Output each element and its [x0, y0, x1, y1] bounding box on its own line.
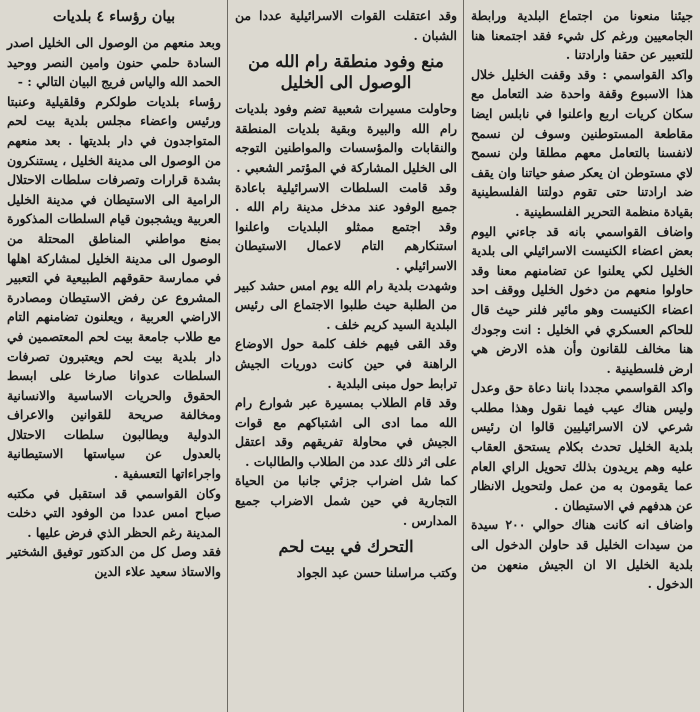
article-paragraph: وكان القواسمي قد استقبل في مكتبه صباح امس عددا من الوفود التي دخلت المدينة رغم الحظر الذي فرض عليها .	[7, 485, 221, 540]
section-heading: بيان رؤساء ٤ بلديات	[52, 8, 176, 25]
column-right	[464, 0, 700, 712]
article-paragraph: وقد قامت السلطات الاسرائيلية باعادة جميع الوفود عند مدخل مدينة رام الله . وقد اجتمع ممثلو البلديات واعلنوا استنكارهم التام لاعمال الاستيطان الاسرائيلي .	[235, 179, 457, 273]
article-paragraph: وقد القى فيهم خلف كلمة حول الاوضاع الراهنة في حين كانت دوريات الجيش ترابط حول مبنى البلدية .	[235, 336, 457, 391]
article-paragraph: وبعد منعهم من الوصول الى الخليل اصدر السادة حلمي حنون وامين النصر ووحيد الحمد الله والياس فريج البيان التالي : -	[7, 35, 221, 90]
article-paragraph: رؤساء بلديات طولكرم وقلقيلية وعنبتا ورئيس واعضاء مجلس بلدية بيت لحم المتواجدون في دار بلديتها . بعد منعهم من الوصول الى مدينة الخليل ، يستنكرون بشدة قرارات وتصرفات سلطات الاحتلال الرامية الى الاستيطان في مدينة الخليل العربية ويشجبون قيام السلطات المذكورة بمنع مواطني المناطق المحتلة من الوصول الى مدينة الخليل لمشاركة اهلها في ممارسة حقوقهم الطبيعية في التعبير المشروع عن رفض الاستيطان ومصادرة الاراضي العربية ، ويعلنون تضامنهم التام مع طلاب جامعة بيت لحم المعتصمين في دار بلدية بيت لحم ويعتبرون تصرفات السلطات عدوانا صارخا على ابسط الحقوق والحريات الاساسية والانسانية ومخالفة صريحة للقوانين والاعراف الدولية ويطالبون سلطات الاحتلال بالعدول عن سياستها الاستيطانية واجراءاتها التعسفية .	[7, 93, 221, 482]
article-paragraph: وحاولت مسيرات شعبية تضم وفود بلديات رام الله والبيرة وبقية بلديات المنطقة والنقابات والمؤسسات والمواطنين التوجه الى الخليل المشاركة في المؤتمر الشعبي .	[235, 101, 457, 175]
column-left	[0, 0, 228, 712]
article-paragraph: واكد القواسمي : وقد وقفت الخليل خلال هذا الاسبوع وقفة واحدة ضد التعامل مع سكان كريات اربع واعلنوا في نابلس ايضا مقاطعة المستوطنين وسوف لن نسمح لانفسنا بالتعامل معهم مطلقا ولن نسمح لاي مستوطن ان يعكر صفو حياتنا وان يقف ضد ارادتنا حتى تقوم دولتنا الفلسطينية بقيادة منظمة التحرير الفلسطينية .	[471, 66, 693, 219]
column-middle	[228, 0, 464, 712]
article-paragraph: واكد القواسمي مجددا باننا دعاة حق وعدل وليس هناك عيب فيما نقول وهذا مطلب شرعي لان الاسرائيليين قالوا ان رئيس بلدية الخليل تحدث بكلام يستحق العقاب عليه وهم يريدون بذلك تحويل الراي العام عما يقومون به من عمل ولتحويل الانظار عن هدفهم في الاستيطان .	[471, 380, 693, 513]
article-byline: وكتب مراسلنا حسن عبد الجواد	[296, 565, 457, 581]
article-paragraph: واضاف انه كانت هناك حوالي ٢٠٠ سيدة من سيدات الخليل قد حاولن الدخول الى بلدية الخليل الا ان الجيش منعهن من الدخول .	[471, 517, 694, 592]
article-paragraph: وقد قام الطلاب بمسيرة عبر شوارع رام الله مما ادى الى اشتباكهم مع قوات الجيش في محاولة تفريقهم وقد اعتقل على اثر ذلك عدد من الطلاب والطالبات .	[235, 395, 457, 469]
section-heading: منع وفود منطقة رام الله من الوصول الى الخليل	[248, 52, 444, 93]
article-paragraph: وشهدت بلدية رام الله يوم امس حشد كبير من الطلبة حيث طلبوا الاجتماع الى رئيس البلدية السيد كريم خلف .	[235, 277, 457, 332]
article-paragraph: كما شل اضراب جزئي جانبا من الحياة التجارية في حين شمل الاضراب جميع المدارس .	[235, 473, 457, 528]
article-paragraph: واضاف القواسمي بانه قد جاءني اليوم بعض اعضاء الكنيست الاسرائيلي الى بلدية الخليل لكي يعلنوا عن تضامنهم معنا وقد حاولوا منعهم من دخول الخليل ووقف احد اعضاء الكنيست وهو مائير فلنر حيث قال للحاكم العسكري في الخليل : انت وجودك هنا مخالف للقانون وأن هذه الارض هي ارض فلسطينية .	[471, 223, 693, 376]
article-lead: وقد اعتقلت القوات الاسرائيلية عددا من الشبان .	[235, 8, 457, 43]
article-paragraph: فقد وصل كل من الدكتور توفيق الشختير والاستاذ سعيد علاء الدين	[7, 544, 221, 580]
section-heading: التحرك في بيت لحم	[278, 537, 414, 557]
article-paragraph: جيئنا منعونا من اجتماع البلدية ورابطة الجامعيين ورغم كل شيء فقد اجتمعنا هنا للتعبير عن حقنا وارادتنا .	[471, 8, 693, 63]
